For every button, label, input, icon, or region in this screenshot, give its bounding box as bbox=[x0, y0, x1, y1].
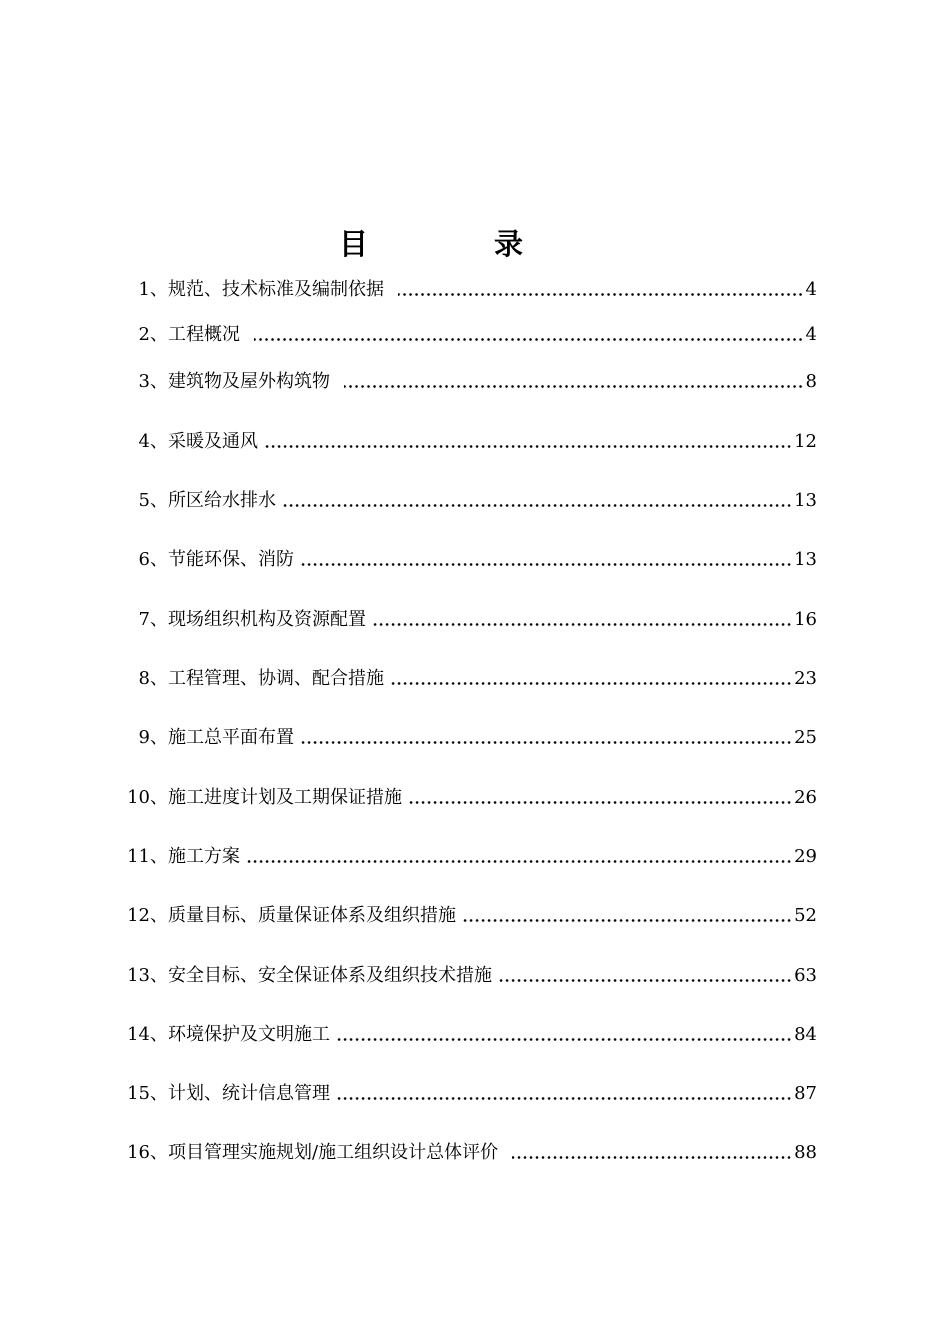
toc-entry bbox=[120, 429, 817, 455]
toc-entry bbox=[120, 666, 817, 692]
toc-leader-dots bbox=[282, 504, 792, 507]
toc-entry bbox=[120, 369, 817, 395]
toc-leader-dots bbox=[300, 563, 792, 566]
toc-entry-number: 13、 bbox=[127, 965, 168, 986]
toc-entry-page: 63 bbox=[794, 965, 817, 986]
toc-entry-title: 安全目标、安全保证体系及组织技术措施 bbox=[168, 965, 492, 986]
toc-entry bbox=[120, 903, 817, 929]
toc-entry-page: 16 bbox=[794, 609, 817, 630]
toc-leader-dots bbox=[372, 623, 792, 626]
toc-leader-dots bbox=[512, 1156, 792, 1159]
toc-entry-page: 4 bbox=[805, 324, 817, 345]
toc-leader-dots bbox=[462, 919, 792, 922]
toc-entry bbox=[120, 1140, 817, 1166]
toc-entry-title: 环境保护及文明施工 bbox=[168, 1024, 330, 1045]
toc-leader-dots bbox=[408, 801, 792, 804]
toc-entry-number: 10、 bbox=[127, 787, 168, 808]
toc-entry-title: 工程概况 bbox=[168, 324, 240, 345]
toc-entry-page: 84 bbox=[794, 1024, 817, 1045]
toc-entry bbox=[120, 1081, 817, 1107]
toc-entry-title: 所区给水排水 bbox=[168, 490, 276, 511]
toc-entry-title: 计划、统计信息管理 bbox=[168, 1083, 330, 1104]
toc-entry-number: 16、 bbox=[127, 1142, 168, 1163]
toc-entry bbox=[120, 488, 817, 514]
toc-entry-page: 87 bbox=[794, 1083, 817, 1104]
toc-entry bbox=[120, 725, 817, 751]
toc-entry-title: 项目管理实施规划/施工组织设计总体评价 bbox=[168, 1142, 499, 1163]
toc-entry-number: 14、 bbox=[127, 1024, 168, 1045]
toc-leader-dots bbox=[264, 445, 792, 448]
toc-entry-title: 现场组织机构及资源配置 bbox=[168, 609, 366, 630]
toc-entry-page: 29 bbox=[794, 846, 817, 867]
toc-entry-number: 4、 bbox=[138, 431, 168, 452]
toc-leader-dots bbox=[336, 1097, 792, 1100]
toc-entry-title: 施工方案 bbox=[168, 846, 240, 867]
toc-leader-dots bbox=[246, 860, 792, 863]
toc-leader-dots bbox=[390, 682, 792, 685]
toc-leader-dots bbox=[344, 385, 804, 388]
toc-entry-page: 12 bbox=[794, 431, 817, 452]
toc-entry-number: 9、 bbox=[138, 727, 168, 748]
toc-entry-number: 12、 bbox=[127, 905, 168, 926]
toc-entry bbox=[120, 277, 817, 303]
toc-entry-page: 23 bbox=[794, 668, 817, 689]
toc-entry-page: 13 bbox=[794, 490, 817, 511]
toc-entry-title: 施工总平面布置 bbox=[168, 727, 294, 748]
toc-entry-title: 采暖及通风 bbox=[168, 431, 258, 452]
toc-entry-page: 8 bbox=[805, 371, 817, 392]
toc-entry-number: 6、 bbox=[138, 549, 168, 570]
toc-entry-number: 3、 bbox=[138, 371, 168, 392]
toc-leader-dots bbox=[498, 979, 792, 982]
toc-entry-number: 11、 bbox=[127, 846, 168, 867]
toc-entry-number: 2、 bbox=[138, 324, 168, 345]
toc-entry bbox=[120, 844, 817, 870]
toc-leader-dots bbox=[300, 741, 792, 744]
toc-entry-title: 建筑物及屋外构筑物 bbox=[168, 371, 330, 392]
toc-entry bbox=[120, 785, 817, 811]
toc-entry-number: 1、 bbox=[138, 279, 168, 300]
toc-title: 目 录 bbox=[338, 227, 582, 261]
toc-entry-title: 规范、技术标准及编制依据 bbox=[168, 279, 384, 300]
toc-entry bbox=[120, 607, 817, 633]
toc-entry-page: 52 bbox=[794, 905, 817, 926]
toc-entry-title: 节能环保、消防 bbox=[168, 549, 294, 570]
toc-entry-title: 工程管理、协调、配合措施 bbox=[168, 668, 384, 689]
toc-leader-dots bbox=[254, 338, 804, 341]
toc-entry-page: 4 bbox=[805, 279, 817, 300]
toc-entry-title: 施工进度计划及工期保证措施 bbox=[168, 787, 402, 808]
toc-leader-dots bbox=[336, 1038, 792, 1041]
toc-entry-number: 5、 bbox=[138, 490, 168, 511]
toc-entry-number: 8、 bbox=[138, 668, 168, 689]
toc-entry-page: 13 bbox=[794, 549, 817, 570]
toc-entry-page: 25 bbox=[794, 727, 817, 748]
toc-entry bbox=[120, 1022, 817, 1048]
toc-entry-number: 7、 bbox=[138, 609, 168, 630]
toc-entry-title: 质量目标、质量保证体系及组织措施 bbox=[168, 905, 456, 926]
toc-entry bbox=[120, 322, 817, 348]
toc-leader-dots bbox=[398, 293, 804, 296]
toc-entry-page: 26 bbox=[794, 787, 817, 808]
toc-entry-number: 15、 bbox=[127, 1083, 168, 1104]
toc-entry bbox=[120, 547, 817, 573]
toc-entry bbox=[120, 963, 817, 989]
toc-entry-page: 88 bbox=[794, 1142, 817, 1163]
